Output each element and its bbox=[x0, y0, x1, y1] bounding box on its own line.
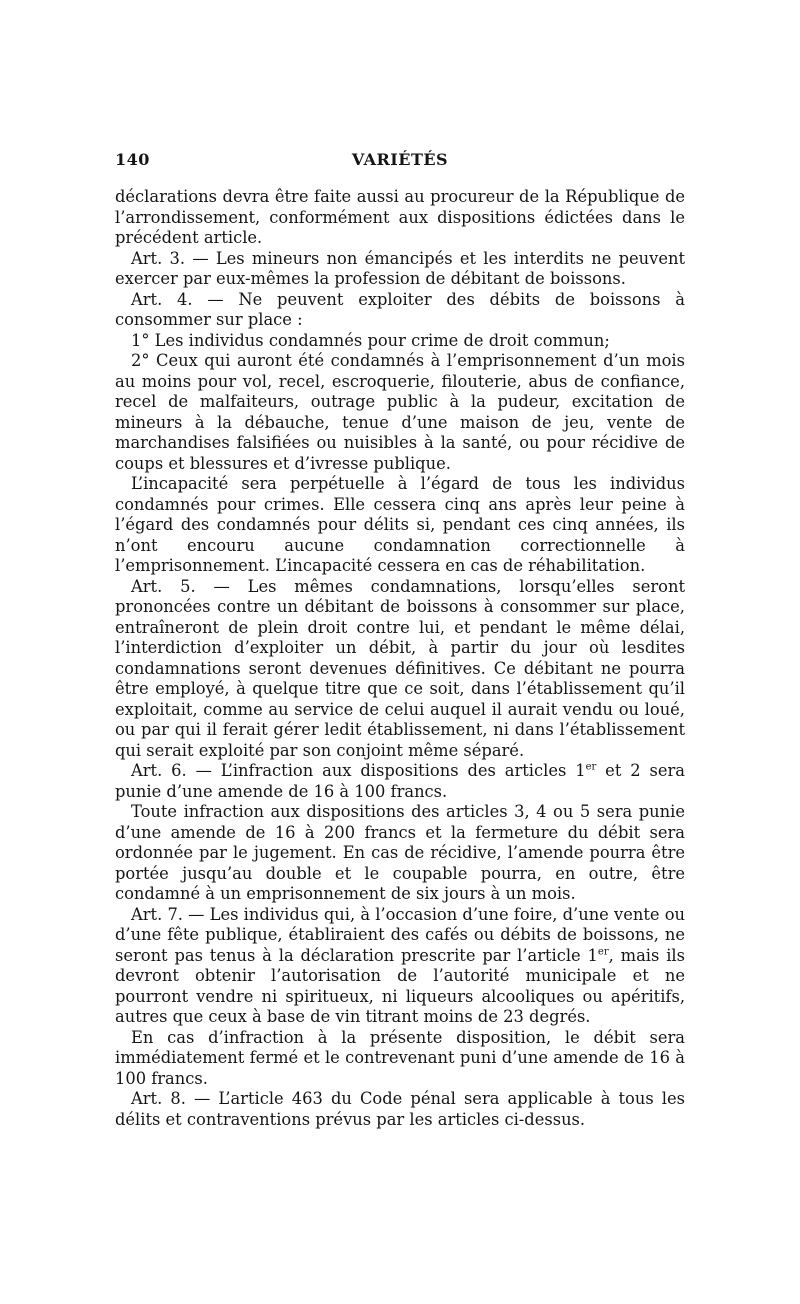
article-5-paragraph: Art. 5. — Les mêmes condamnations, lorsqu’elles seront prononcées contre un débitant de boissons à consommer sur place, entraîneront de plein droit contre lui, et pendant le même délai, l’interdiction d’exploiter un débit, à partir du jour où lesdites condamnations seront devenues définitives. Ce débitant ne pourra être employé, à quelque titre que ce soit, dans l’établissement qu’il exploitait, comme au service de celui auquel il aurait vendu ou loué, ou par qui il ferait gérer ledit établissement, ni dans l’établissement qui serait exploité par son conjoint même séparé. bbox=[115, 576, 685, 760]
article-4-paragraph: Art. 4. — Ne peuvent exploiter des débits de boissons à consommer sur place : bbox=[115, 289, 685, 329]
article-6-second-paragraph: Toute infraction aux dispositions des articles 3, 4 ou 5 sera punie d’une amende de 16 à 200 francs et la fermeture du débit sera ordonnée par le jugement. En cas de récidive, l’amende pourra être portée jusqu’au double et le coupable pourra, en outre, être condamné à un emprisonnement de six jours à un mois. bbox=[115, 802, 685, 903]
article-7-paragraph bbox=[115, 905, 685, 1028]
continued-paragraph: déclarations devra être faite aussi au procureur de la République de l’arrondissement, conformément aux dispositions édictées dans le précédent article. bbox=[115, 187, 685, 247]
article-7-text-after: , mais ils devront obtenir l’autorisation de l’autorité municipale et ne pourront vendre ni spiritueux, ni liqueurs alcooliques ou apéritifs, autres que ceux à base de vin titrant moins de 23 degrés. bbox=[115, 945, 685, 1026]
article-7-superscript: er bbox=[597, 946, 609, 958]
article-3-paragraph: Art. 3. — Les mineurs non émancipés et les interdits ne peuvent exercer par eux-mêmes la profession de débitant de boissons. bbox=[115, 248, 685, 288]
article-7-text-before: Art. 7. — Les individus qui, à l’occasion d’une foire, d’une vente ou d’une fête publique, établiraient des cafés ou débits de boissons, ne seront pas tenus à la déclaration prescrite par l’article 1 bbox=[115, 904, 685, 965]
running-title: VARIÉTÉS bbox=[351, 150, 449, 169]
article-6-superscript: er bbox=[585, 761, 597, 773]
page-body bbox=[115, 187, 685, 1130]
article-6-text-before: Art. 6. — L’infraction aux dispositions des articles 1 bbox=[131, 761, 586, 780]
page-header bbox=[115, 150, 685, 178]
article-6-text-after: et 2 sera punie d’une amende de 16 à 100 francs. bbox=[115, 761, 685, 801]
article-4-item-2: 2° Ceux qui auront été condamnés à l’emprisonnement d’un mois au moins pour vol, recel, escroquerie, filouterie, abus de confiance, recel de malfaiteurs, outrage public à la pudeur, excitation de mineurs à la débauche, tenue d’une maison de jeu, vente de marchandises falsifiées ou nuisibles à la santé, ou pour récidive de coups et blessures et d’ivresse publique. bbox=[115, 351, 685, 473]
article-8-paragraph: Art. 8. — L’article 463 du Code pénal sera applicable à tous les délits et contraventions prévus par les articles ci-dessus. bbox=[115, 1089, 685, 1129]
page-number: 140 bbox=[115, 150, 150, 169]
article-4-incapacity-paragraph: L’incapacité sera perpétuelle à l’égard de tous les individus condamnés pour crimes. Elle cessera cinq ans après leur peine à l’égard des condamnés pour délits si, pendant ces cinq années, ils n’ont encouru aucune condamnation correctionnelle à l’emprisonnement. L’incapacité cessera en cas de réhabilitation. bbox=[115, 474, 685, 575]
article-7-second-paragraph: En cas d’infraction à la présente disposition, le débit sera immédiatement fermé et le contrevenant puni d’une amende de 16 à 100 francs. bbox=[115, 1027, 685, 1088]
article-4-item-1: 1° Les individus condamnés pour crime de droit commun; bbox=[131, 330, 610, 350]
article-6-paragraph bbox=[115, 761, 685, 802]
